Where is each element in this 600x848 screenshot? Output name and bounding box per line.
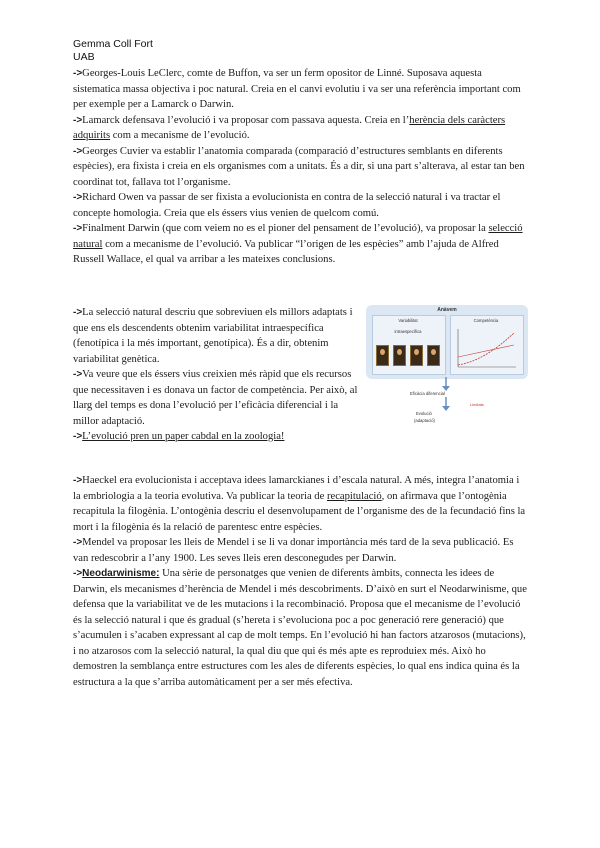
evolution-diagram bbox=[366, 305, 528, 445]
portrait-image bbox=[376, 345, 389, 366]
limited-label: Limitats bbox=[470, 402, 484, 407]
main-text-narrow bbox=[73, 305, 363, 445]
institution: UAB bbox=[73, 51, 95, 63]
portrait-image bbox=[427, 345, 440, 366]
paragraph-haeckel bbox=[73, 473, 528, 535]
arrow-marker: -> bbox=[73, 568, 83, 579]
competition-label: Competència bbox=[473, 318, 499, 323]
arrow-marker: -> bbox=[73, 223, 83, 234]
underlined-term: recapitulació bbox=[326, 490, 382, 502]
paragraph-zoology bbox=[73, 429, 363, 445]
arrow-marker: -> bbox=[73, 431, 83, 442]
paragraph-text: , on afirmava que l’ontogènia recapitula la filogènia. L’ontogènia descriu el desenvolupament de l’organisme des de la fecundació fins la mort i la filogènia és la relació de parentesc entre espècies. bbox=[73, 490, 526, 533]
portrait-image bbox=[393, 345, 406, 366]
variability-sublabel: intraespecífica bbox=[394, 329, 422, 334]
paragraph-owen bbox=[73, 190, 528, 221]
paragraph-text: Georges-Louis LeClerc, comte de Buffon, va ser un ferm opositor de Linné. Suposava aquesta sistematica massa objectiva i poc natural. Creia en el canvi evolutiu i va ser una referència important com per exemple per a Lamarck o Darwin. bbox=[73, 68, 521, 110]
variability-label: Variabilitat bbox=[398, 318, 418, 323]
underlined-term: selecció natural bbox=[73, 223, 523, 250]
main-text-bottom bbox=[73, 473, 528, 690]
arrow-marker: -> bbox=[73, 192, 83, 203]
arrow-marker: -> bbox=[73, 537, 83, 548]
evolution-label: Evolució bbox=[416, 411, 432, 416]
portrait-image bbox=[410, 345, 423, 366]
arrow-marker: -> bbox=[73, 68, 83, 79]
paragraph-text: com a mecanisme de l’evolució. bbox=[110, 130, 250, 141]
underlined-term: herència dels caràcters adquirits bbox=[73, 114, 506, 141]
paragraph-cuvier bbox=[73, 144, 528, 191]
differential-efficacy-label: Eficàcia diferencial bbox=[410, 391, 445, 396]
paragraph-text: com a mecanisme de l’evolució. Va publicar “l’origen de les espècies” amb l’ajuda de Alfred Russell Wallace, el qual va arribar a les mateixes conclusions. bbox=[73, 238, 499, 265]
arrow-marker: -> bbox=[73, 114, 83, 126]
diagram-title: Anàvem bbox=[437, 307, 457, 313]
paragraph-text: Haeckel era evolucionista i acceptava idees lamarckianes i d’escala natural. A més, integra l’anatomia i la embriologia a la teoria evolutiva. Va publicar la teoria de bbox=[73, 475, 520, 502]
underlined-statement: L’evolució pren un paper cabdal en la zoologia! bbox=[82, 431, 285, 442]
growth-chart-icon bbox=[454, 327, 518, 371]
arrow-down-icon bbox=[426, 397, 466, 411]
arrow-marker: -> bbox=[73, 475, 83, 486]
arrow-down-icon bbox=[426, 377, 466, 391]
paragraph-lamarck bbox=[73, 113, 528, 144]
neodarwinism-term: Neodarwinisme: bbox=[82, 568, 160, 579]
paragraph-competition bbox=[73, 367, 363, 429]
paragraph-text: La selecció natural descriu que sobreviuen els millors adaptats i que ens els descendents obtenim variabilitat intraespecífica (fenotípica i la més important, genotípica). És a dir, obtenim variabilitat genètica. bbox=[73, 307, 353, 365]
paragraph-natural-selection bbox=[73, 305, 363, 367]
main-text-top bbox=[73, 66, 528, 268]
paragraph-text: Va veure que els éssers vius creixien més ràpid que els recursos que necessitaven i es donava un factor de competència. Per això, al llarg del temps es dona l’evolució per l’eficàcia diferencial i la millor adaptació. bbox=[73, 369, 358, 427]
paragraph-text: Finalment Darwin (que com veiem no es el pioner del pensament de l’evolució), va proposar la bbox=[82, 223, 489, 234]
paragraph-text: Lamarck defensava l’evolució i va proposar com passava aquesta. Creia en l’ bbox=[82, 114, 410, 126]
paragraph-buffon bbox=[73, 66, 528, 113]
paragraph-mendel bbox=[73, 535, 528, 566]
author-name: Gemma Coll Fort bbox=[73, 38, 153, 50]
paragraph-text: Una sèrie de personatges que venien de diferents àmbits, connecta les idees de Darwin, els mecanismes d’herència de Mendel i més descobriments. D’això en surt el Neodarwinisme, que defensa que la variabilitat ve de les mutacions i la recombinació. Proposa que el mecanisme de l’evolució és la selecció natural i que és gradual (s’hereta i s’evoluciona poc a poc generació rere generació) que s’acumulen i s’acaben expressant al cap de molt temps. En l’evolució hi han factors atzarosos (mutacions), i no atzarosos com la selecció natural, la qual diu que qui és més apte es reproduiex més. Això ho demostren la semblança entre estructures com les ales de diferents espècies, lo qual ens indica quina és la estructura a la que s’arriba automàticament per a ser més efectiva. bbox=[73, 568, 527, 688]
arrow-marker: -> bbox=[73, 145, 83, 157]
paragraph-text: Mendel va proposar les lleis de Mendel i se li va donar importància més tard de la seva publicació. Es van redescobrir a l’any 1900. Les seves lleis eren desconegudes per Darwin. bbox=[73, 537, 514, 564]
arrow-marker: -> bbox=[73, 307, 83, 318]
paragraph-neodarwinism bbox=[73, 566, 528, 690]
adaptation-label: (adaptació) bbox=[414, 418, 435, 423]
paragraph-text: Georges Cuvier va establir l’anatomia comparada (comparació d’estructures semblants en diferents espècies), era fixista i creia en els organismes com a unitats. És a dir, si una part s’alterava, al estar tan ben coordinat tot, fallava tot l’organisme. bbox=[73, 145, 525, 188]
paragraph-darwin bbox=[73, 221, 528, 268]
paragraph-text: Richard Owen va passar de ser fixista a evolucionista en contra de la selecció natural i va tractar el concepte homologia. Creia que els éssers vius venien de quelcom comú. bbox=[73, 192, 501, 219]
arrow-marker: -> bbox=[73, 369, 83, 380]
